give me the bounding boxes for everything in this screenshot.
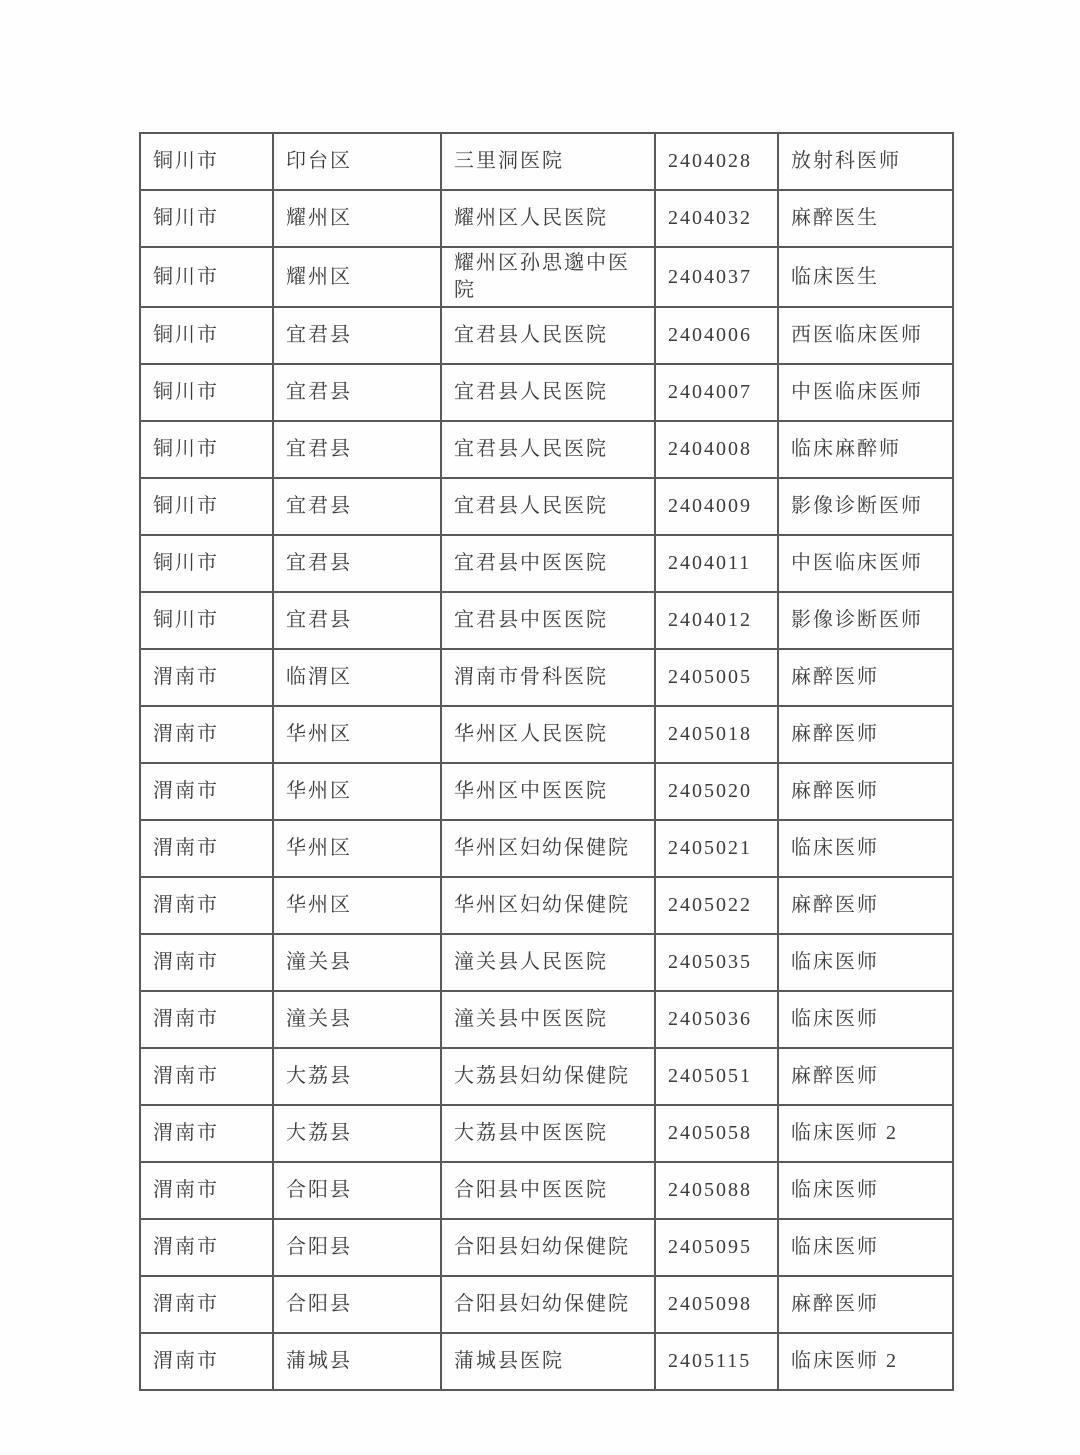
table-row bbox=[140, 478, 953, 535]
cell-code: 2405115 bbox=[655, 1333, 778, 1390]
table-row bbox=[140, 1105, 953, 1162]
cell-district: 潼关县 bbox=[273, 991, 441, 1048]
cell-hospital: 华州区妇幼保健院 bbox=[441, 877, 655, 934]
table-row bbox=[140, 706, 953, 763]
table-row bbox=[140, 1219, 953, 1276]
cell-district: 蒲城县 bbox=[273, 1333, 441, 1390]
cell-code: 2404006 bbox=[655, 307, 778, 364]
table-row bbox=[140, 307, 953, 364]
cell-district: 合阳县 bbox=[273, 1276, 441, 1333]
cell-district: 大荔县 bbox=[273, 1105, 441, 1162]
table-row bbox=[140, 133, 953, 190]
cell-hospital: 潼关县人民医院 bbox=[441, 934, 655, 991]
cell-position: 影像诊断医师 bbox=[778, 478, 953, 535]
table-row bbox=[140, 934, 953, 991]
cell-code: 2405036 bbox=[655, 991, 778, 1048]
cell-city: 渭南市 bbox=[140, 934, 273, 991]
cell-code: 2404009 bbox=[655, 478, 778, 535]
cell-hospital: 宜君县人民医院 bbox=[441, 307, 655, 364]
cell-city: 渭南市 bbox=[140, 649, 273, 706]
cell-district: 耀州区 bbox=[273, 190, 441, 247]
cell-district: 临渭区 bbox=[273, 649, 441, 706]
cell-city: 铜川市 bbox=[140, 421, 273, 478]
cell-code: 2404037 bbox=[655, 247, 778, 307]
cell-district: 宜君县 bbox=[273, 592, 441, 649]
table-row bbox=[140, 421, 953, 478]
cell-hospital: 宜君县人民医院 bbox=[441, 478, 655, 535]
cell-district: 合阳县 bbox=[273, 1219, 441, 1276]
table-row bbox=[140, 1276, 953, 1333]
cell-hospital: 合阳县妇幼保健院 bbox=[441, 1219, 655, 1276]
cell-hospital: 宜君县中医医院 bbox=[441, 592, 655, 649]
cell-city: 渭南市 bbox=[140, 1105, 273, 1162]
table-row bbox=[140, 1162, 953, 1219]
cell-city: 渭南市 bbox=[140, 1333, 273, 1390]
cell-district: 华州区 bbox=[273, 763, 441, 820]
table-row bbox=[140, 247, 953, 307]
cell-hospital: 大荔县妇幼保健院 bbox=[441, 1048, 655, 1105]
cell-position: 麻醉医生 bbox=[778, 190, 953, 247]
cell-position: 麻醉医师 bbox=[778, 877, 953, 934]
cell-hospital: 三里洞医院 bbox=[441, 133, 655, 190]
cell-district: 潼关县 bbox=[273, 934, 441, 991]
cell-code: 2405058 bbox=[655, 1105, 778, 1162]
cell-city: 渭南市 bbox=[140, 763, 273, 820]
cell-code: 2405098 bbox=[655, 1276, 778, 1333]
cell-position: 临床医师 bbox=[778, 991, 953, 1048]
cell-city: 渭南市 bbox=[140, 1219, 273, 1276]
cell-hospital: 大荔县中医医院 bbox=[441, 1105, 655, 1162]
cell-position: 麻醉医师 bbox=[778, 1048, 953, 1105]
cell-city: 渭南市 bbox=[140, 706, 273, 763]
table-row bbox=[140, 1333, 953, 1390]
cell-position: 麻醉医师 bbox=[778, 706, 953, 763]
table-row bbox=[140, 592, 953, 649]
cell-code: 2405095 bbox=[655, 1219, 778, 1276]
cell-position: 西医临床医师 bbox=[778, 307, 953, 364]
cell-district: 宜君县 bbox=[273, 364, 441, 421]
cell-city: 铜川市 bbox=[140, 535, 273, 592]
cell-city: 铜川市 bbox=[140, 478, 273, 535]
cell-city: 渭南市 bbox=[140, 1276, 273, 1333]
cell-district: 宜君县 bbox=[273, 307, 441, 364]
cell-hospital: 华州区人民医院 bbox=[441, 706, 655, 763]
table-row bbox=[140, 1048, 953, 1105]
cell-position: 麻醉医师 bbox=[778, 763, 953, 820]
cell-city: 渭南市 bbox=[140, 877, 273, 934]
cell-hospital: 合阳县妇幼保健院 bbox=[441, 1276, 655, 1333]
cell-hospital: 宜君县中医医院 bbox=[441, 535, 655, 592]
table-row bbox=[140, 190, 953, 247]
cell-hospital: 华州区妇幼保健院 bbox=[441, 820, 655, 877]
cell-district: 华州区 bbox=[273, 877, 441, 934]
cell-code: 2405005 bbox=[655, 649, 778, 706]
table-row bbox=[140, 649, 953, 706]
cell-code: 2404011 bbox=[655, 535, 778, 592]
cell-hospital: 蒲城县医院 bbox=[441, 1333, 655, 1390]
cell-code: 2405051 bbox=[655, 1048, 778, 1105]
cell-position: 临床医师 bbox=[778, 934, 953, 991]
cell-hospital: 耀州区孙思邈中医院 bbox=[441, 247, 655, 307]
cell-code: 2405022 bbox=[655, 877, 778, 934]
cell-position: 临床医师 bbox=[778, 1219, 953, 1276]
cell-city: 渭南市 bbox=[140, 1048, 273, 1105]
cell-code: 2405020 bbox=[655, 763, 778, 820]
table-row bbox=[140, 820, 953, 877]
cell-city: 铜川市 bbox=[140, 592, 273, 649]
cell-code: 2404008 bbox=[655, 421, 778, 478]
cell-city: 铜川市 bbox=[140, 190, 273, 247]
cell-district: 宜君县 bbox=[273, 478, 441, 535]
table-row bbox=[140, 763, 953, 820]
position-table bbox=[139, 132, 954, 1391]
cell-position: 中医临床医师 bbox=[778, 364, 953, 421]
table-row bbox=[140, 877, 953, 934]
cell-position: 临床麻醉师 bbox=[778, 421, 953, 478]
cell-code: 2404032 bbox=[655, 190, 778, 247]
cell-code: 2405018 bbox=[655, 706, 778, 763]
cell-position: 临床医师 2 bbox=[778, 1105, 953, 1162]
cell-code: 2404028 bbox=[655, 133, 778, 190]
cell-position: 临床医师 bbox=[778, 1162, 953, 1219]
cell-code: 2405021 bbox=[655, 820, 778, 877]
cell-position: 麻醉医师 bbox=[778, 649, 953, 706]
cell-city: 渭南市 bbox=[140, 1162, 273, 1219]
cell-city: 渭南市 bbox=[140, 991, 273, 1048]
cell-code: 2404007 bbox=[655, 364, 778, 421]
cell-position: 麻醉医师 bbox=[778, 1276, 953, 1333]
cell-hospital: 宜君县人民医院 bbox=[441, 364, 655, 421]
cell-district: 合阳县 bbox=[273, 1162, 441, 1219]
cell-district: 耀州区 bbox=[273, 247, 441, 307]
cell-position: 临床医师 2 bbox=[778, 1333, 953, 1390]
cell-city: 铜川市 bbox=[140, 247, 273, 307]
cell-city: 渭南市 bbox=[140, 820, 273, 877]
cell-district: 宜君县 bbox=[273, 421, 441, 478]
cell-hospital: 耀州区人民医院 bbox=[441, 190, 655, 247]
cell-district: 大荔县 bbox=[273, 1048, 441, 1105]
cell-position: 影像诊断医师 bbox=[778, 592, 953, 649]
cell-hospital: 宜君县人民医院 bbox=[441, 421, 655, 478]
cell-hospital: 渭南市骨科医院 bbox=[441, 649, 655, 706]
cell-city: 铜川市 bbox=[140, 307, 273, 364]
cell-hospital: 潼关县中医医院 bbox=[441, 991, 655, 1048]
cell-district: 华州区 bbox=[273, 820, 441, 877]
cell-district: 华州区 bbox=[273, 706, 441, 763]
cell-hospital: 合阳县中医医院 bbox=[441, 1162, 655, 1219]
cell-city: 铜川市 bbox=[140, 133, 273, 190]
cell-district: 印台区 bbox=[273, 133, 441, 190]
cell-position: 中医临床医师 bbox=[778, 535, 953, 592]
cell-city: 铜川市 bbox=[140, 364, 273, 421]
table-row bbox=[140, 991, 953, 1048]
cell-code: 2405088 bbox=[655, 1162, 778, 1219]
cell-position: 临床医生 bbox=[778, 247, 953, 307]
table-row bbox=[140, 364, 953, 421]
cell-code: 2405035 bbox=[655, 934, 778, 991]
cell-position: 临床医师 bbox=[778, 820, 953, 877]
cell-district: 宜君县 bbox=[273, 535, 441, 592]
table-row bbox=[140, 535, 953, 592]
cell-code: 2404012 bbox=[655, 592, 778, 649]
cell-hospital: 华州区中医医院 bbox=[441, 763, 655, 820]
cell-position: 放射科医师 bbox=[778, 133, 953, 190]
